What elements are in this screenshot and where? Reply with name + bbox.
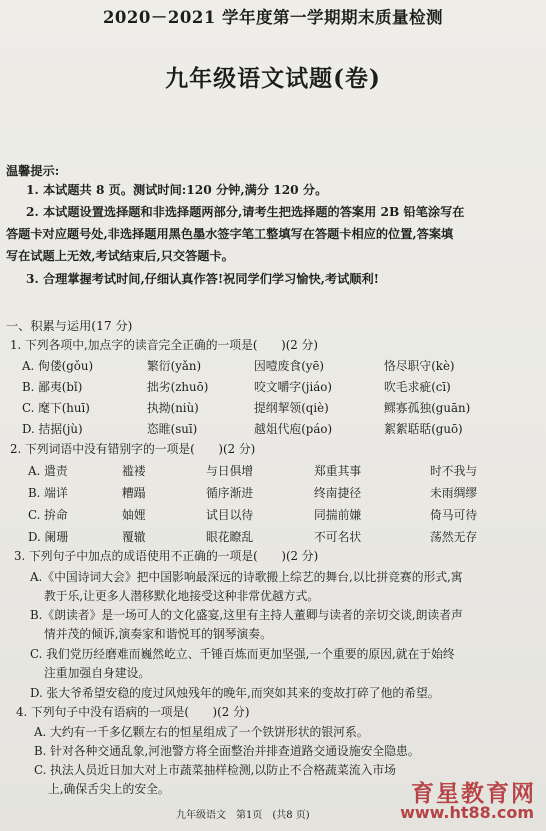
tips-item-2-line-3: 写在试题上无效,考试结束后,只交答题卡。 xyxy=(6,249,234,263)
tips-item-2-line-1: 2. 本试题设置选择题和非选择题两部分,请考生把选择题的答案用 2B 铅笔涂写在 xyxy=(26,205,465,219)
q2-option-word: 荡然无存 xyxy=(430,530,478,544)
q2-option-word: 覆辙 xyxy=(122,530,146,544)
q2-option-word: 郑重其事 xyxy=(314,464,362,478)
q2-option-word: 同揣前嫌 xyxy=(314,508,362,522)
tips-item-3: 3. 合理掌握考试时间,仔细认真作答!祝同学们学习愉快,考试顺利! xyxy=(26,272,380,286)
q2-option-word: D. 阑珊 xyxy=(28,530,69,544)
q1-option-word: C. 麾下(huī) xyxy=(22,401,90,415)
exam-title: 2020－2021 学年度第一学期期末质量检测 xyxy=(102,8,444,27)
q1-option-word: 执拗(niù) xyxy=(147,401,199,415)
q4-option-c-line-2: 上,确保舌尖上的安全。 xyxy=(48,782,170,796)
q2-option-word: 循序渐进 xyxy=(206,486,254,500)
q1-option-word: 拙劣(zhuō) xyxy=(147,380,209,394)
q4-option-a: A. 大约有一千多亿颗左右的恒星组成了一个铁饼形状的银河系。 xyxy=(34,725,369,739)
q1-option-word: 咬文嚼字(jiáo) xyxy=(254,380,332,394)
q2-option-word: 不可名状 xyxy=(314,530,362,544)
q1-option-word: A. 佝偻(gǒu) xyxy=(22,359,94,373)
q2-option-word: 终南捷径 xyxy=(314,486,362,500)
section-heading: 一、积累与运用(17 分) xyxy=(6,319,133,333)
q1-option-word: 因噎废食(yē) xyxy=(254,359,325,373)
q2-stem: 2. 下列词语中没有错别字的一项是( )(2 分) xyxy=(10,442,256,456)
q2-option-word: B. 端详 xyxy=(28,486,68,500)
q3-option-a-line-2: 教于乐,让更多人潜移默化地接受这种非常优越方式。 xyxy=(44,589,320,603)
paper-title: 九年级语文试题(卷) xyxy=(165,65,381,92)
q1-option-word: 絮絮聒聒(guō) xyxy=(384,422,463,436)
q3-option-a-line-1: A.《中国诗词大会》把中国影响最深远的诗歌搬上综艺的舞台,以比拼竞赛的形式,寓 xyxy=(30,570,463,584)
q3-stem: 3. 下列句子中加点的成语使用不正确的一项是( )(2 分) xyxy=(14,549,319,563)
watermark-url: www.ht88.com xyxy=(400,803,534,822)
q2-option-word: 眼花瞭乱 xyxy=(206,530,254,544)
q2-option-word: 糟蹋 xyxy=(122,486,146,500)
q3-option-b-line-2: 情并茂的倾诉,演奏家和谐悦耳的钢琴演奏。 xyxy=(44,627,272,641)
q3-option-c-line-1: C. 我们党历经磨难而巍然屹立、千锤百炼而更加坚强,一个重要的原因,就在于始终 xyxy=(30,647,455,661)
q1-stem: 1. 下列各项中,加点字的读音完全正确的一项是( )(2 分) xyxy=(10,338,318,352)
q1-option-word: 吹毛求疵(cī) xyxy=(384,380,451,394)
q3-option-d-line-1: D. 张大爷希望安稳的度过风烛残年的晚年,而突如其来的变故打碎了他的希望。 xyxy=(30,686,440,700)
q2-option-word: 妯娌 xyxy=(122,508,146,522)
q3-option-b-line-1: B.《朗读者》是一场可人的文化盛宴,这里有主持人董卿与读者的亲切交谈,朗读者声 xyxy=(30,608,463,622)
q2-option-word: A. 遣责 xyxy=(28,464,68,478)
q2-option-word: 试目以待 xyxy=(206,508,254,522)
q1-option-word: 繁衍(yǎn) xyxy=(147,359,202,373)
q4-stem: 4. 下列句子中没有语病的一项是( )(2 分) xyxy=(16,705,250,719)
q1-option-word: 恪尽职守(kè) xyxy=(384,359,455,373)
q1-option-word: D. 拮据(jù) xyxy=(22,422,83,436)
q3-option-c-line-2: 注重加强自身建设。 xyxy=(44,666,151,680)
q2-option-word: 时不我与 xyxy=(430,464,478,478)
tips-item-1: 1. 本试题共 8 页。测试时间:120 分钟,满分 120 分。 xyxy=(26,183,328,197)
q2-option-word: 倚马可待 xyxy=(430,508,478,522)
q2-option-word: 未雨绸缪 xyxy=(430,486,478,500)
tips-item-2-line-2: 答题卡对应题号处,非选择题用黑色墨水签字笔工整填写在答题卡相应的位置,答案填 xyxy=(6,227,454,241)
q2-option-word: 与日俱增 xyxy=(206,464,254,478)
q4-option-b: B. 针对各种交通乱象,河池警方将全面整治并排查道路交通设施安全隐患。 xyxy=(34,744,420,758)
q2-option-word: C. 拚命 xyxy=(28,508,68,522)
q1-option-word: 恣睢(suī) xyxy=(147,422,198,436)
q1-option-word: 鳏寡孤独(guān) xyxy=(384,401,471,415)
tips-heading: 温馨提示: xyxy=(6,164,60,178)
q1-option-word: 提纲挈领(qiè) xyxy=(254,401,329,415)
q1-option-word: 越俎代庖(páo) xyxy=(254,422,333,436)
q2-option-word: 褴褛 xyxy=(122,464,146,478)
page-footer: 九年级语文 第1页 (共8 页) xyxy=(176,810,310,821)
q4-option-c-line-1: C. 执法人员近日加大对上市蔬菜抽样检测,以防止不合格蔬菜流入市场 xyxy=(34,763,396,777)
watermark-logo: 育星教育网 xyxy=(411,781,536,807)
q1-option-word: B. 鄙夷(bǐ) xyxy=(22,380,83,394)
